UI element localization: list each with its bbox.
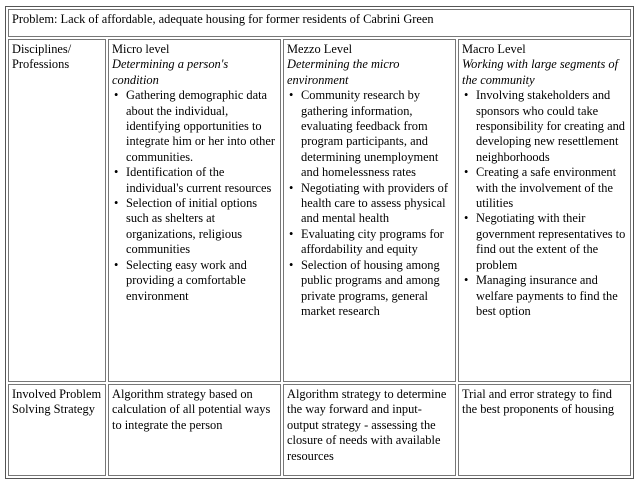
macro-level-cell xyxy=(458,39,631,382)
mezzo-level-title: Mezzo Level xyxy=(287,42,353,56)
problem-solving-table xyxy=(5,6,634,479)
list-item: • Involving stakeholders and sponsors who could take responsibility for creating and developing new resettlement neighborhoods xyxy=(476,88,627,165)
micro-strategy: Algorithm strategy based on calculation of all potential ways to integrate the person xyxy=(108,384,281,476)
list-item: • Gathering demographic data about the individual, identifying opportunities to integrate him or her into other communities. xyxy=(126,88,277,165)
micro-level-cell xyxy=(108,39,281,382)
list-item: • Identification of the individual's current resources xyxy=(126,165,277,196)
strategy-label: Involved Problem Solving Strategy xyxy=(8,384,106,476)
list-item: • Selection of housing among public programs and among private programs, general market research xyxy=(301,258,452,320)
list-item: • Selecting easy work and providing a comfortable environment xyxy=(126,258,277,304)
list-item: • Negotiating with their government representatives to find out the extent of the problem xyxy=(476,211,627,273)
macro-level-list xyxy=(462,88,627,319)
list-item: • Negotiating with providers of health care to assess physical and mental health xyxy=(301,181,452,227)
micro-level-list xyxy=(112,88,277,304)
mezzo-level-cell xyxy=(283,39,456,382)
list-item: • Managing insurance and welfare payments to find the best option xyxy=(476,273,627,319)
micro-level-subtitle: Determining a person's condition xyxy=(112,57,229,87)
list-item: • Selection of initial options such as shelters at organizations, religious communities xyxy=(126,196,277,258)
strategy-row xyxy=(8,384,631,476)
macro-strategy: Trial and error strategy to find the best proponents of housing xyxy=(458,384,631,476)
micro-level-title: Micro level xyxy=(112,42,170,56)
disciplines-row xyxy=(8,39,631,382)
list-item: • Community research by gathering information, evaluating feedback from program participants, and determining unemployment and homelessness rates xyxy=(301,88,452,180)
mezzo-strategy: Algorithm strategy to determine the way forward and input-output strategy - assessing the closure of needs with available resources xyxy=(283,384,456,476)
list-item: • Evaluating city programs for affordability and equity xyxy=(301,227,452,258)
problem-statement: Problem: Lack of affordable, adequate housing for former residents of Cabrini Green xyxy=(8,9,631,37)
disciplines-label: Disciplines/ Professions xyxy=(8,39,106,382)
macro-level-subtitle: Working with large segments of the community xyxy=(462,57,619,87)
list-item: • Creating a safe environment with the involvement of the utilities xyxy=(476,165,627,211)
macro-level-title: Macro Level xyxy=(462,42,526,56)
problem-row xyxy=(8,9,631,37)
mezzo-level-subtitle: Determining the micro environment xyxy=(287,57,400,87)
mezzo-level-list xyxy=(287,88,452,319)
